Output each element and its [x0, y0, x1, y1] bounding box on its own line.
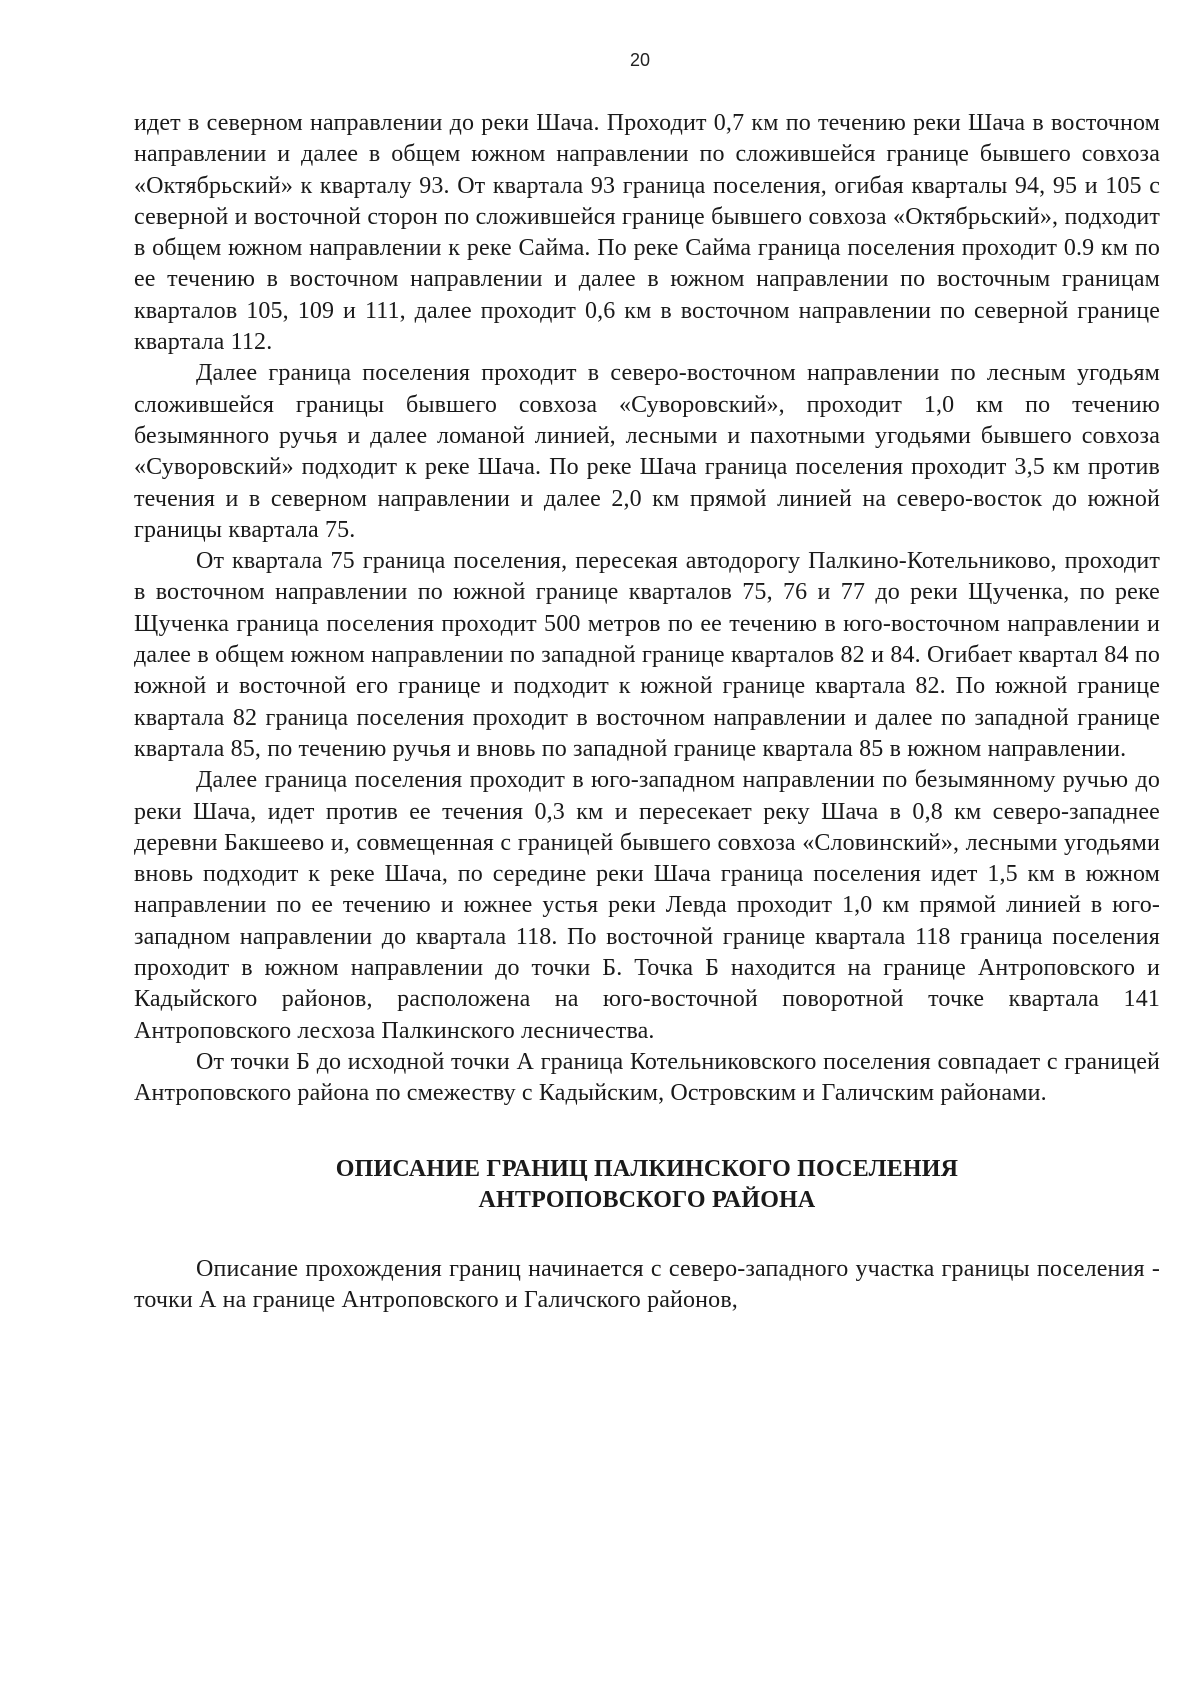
- section-heading-line-2: АНТРОПОВСКОГО РАЙОНА: [478, 1186, 816, 1213]
- paragraph-quarter-75: От квартала 75 граница поселения, пересекая автодорогу Палкино-Котельниково, проходит в восточном направлении по южной границе кварталов 75, 76 и 77 до реки Щученка, по реке Щученка граница поселения проходит 500 метров по ее течению в юго-восточном направлении и далее в общем южном направлении по западной границе кварталов 82 и 84. Огибает квартал 84 по южной и восточной его границе и подходит к южной границе квартала 82. По южной границе квартала 82 граница поселения проходит в восточном направлении и далее по западной границе квартала 85, по течению ручья и вновь по западной границе квартала 85 в южном направлении.: [134, 548, 1160, 762]
- paragraph-suvorovsky-boundary: Далее граница поселения проходит в северо-восточном направлении по лесным угодьям сложившейся границы бывшего совхоза «Суворовский», проходит 1,0 км по течению безымянного ручья и далее ломаной линией, лесными и пахотными угодьями бывшего совхоза «Суворовский» подходит к реке Шача. По реке Шача граница поселения проходит 3,5 км против течения и в северном направлении и далее 2,0 км прямой линией на северо-восток до южной границы квартала 75.: [134, 360, 1160, 543]
- document-body: [134, 108, 1160, 1316]
- section-heading-line-1: ОПИСАНИЕ ГРАНИЦ ПАЛКИНСКОГО ПОСЕЛЕНИЯ: [335, 1155, 959, 1182]
- paragraph-continuation: идет в северном направлении до реки Шача. Проходит 0,7 км по течению реки Шача в восточном направлении и далее в общем южном направлении по сложившейся границе бывшего совхоза «Октябрьский» к кварталу 93. От квартала 93 граница поселения, огибая кварталы 94, 95 и 105 с северной и восточной сторон по сложившейся границе бывшего совхоза «Октябрьский», подходит в общем южном направлении к реке Сайма. По реке Сайма граница поселения проходит 0.9 км по ее течению в восточном направлении и далее в южном направлении по восточным границам кварталов 105, 109 и 111, далее проходит 0,6 км в восточном направлении по северной границе квартала 112.: [134, 110, 1160, 356]
- paragraph-point-b: От точки Б до исходной точки А граница Котельниковского поселения совпадает с границей Антроповского района по смежеству с Кадыйским, Островским и Галичским районами.: [134, 1048, 1160, 1107]
- section-heading: [134, 1154, 1160, 1216]
- paragraph-southwest-boundary: Далее граница поселения проходит в юго-западном направлении по безымянному ручью до реки Шача, идет против ее течения 0,3 км и пересекает реку Шача в 0,8 км северо-западнее деревни Бакшеево и, совмещенная с границей бывшего совхоза «Словинский», лесными угодьями вновь подходит к реке Шача, по середине реки Шача граница поселения идет 1,5 км в южном направлении по ее течению и южнее устья реки Левда проходит 1,0 км прямой линией в юго-западном направлении до квартала 118. По восточной границе квартала 118 граница поселения проходит в южном направлении до точки Б. Точка Б находится на границе Антроповского и Кадыйского районов, расположена на юго-восточной поворотной точке квартала 141 Антроповского лесхоза Палкинского лесничества.: [134, 767, 1160, 1044]
- paragraph-palkino-description: Описание прохождения границ начинается с северо-западного участка границы поселения - точки А на границе Антроповского и Галичского районов,: [134, 1255, 1160, 1313]
- page-number: 20: [629, 50, 651, 70]
